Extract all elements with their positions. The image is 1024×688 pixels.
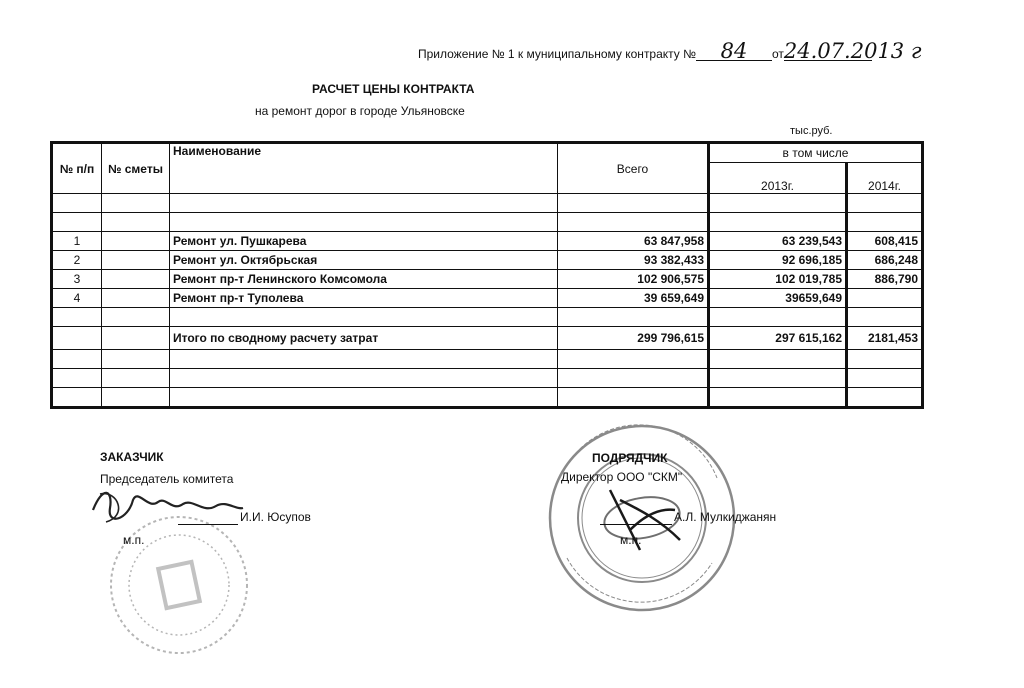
row-num: 1 [52, 232, 102, 251]
row-2014: 886,790 [847, 270, 923, 289]
row-total: 93 382,433 [558, 251, 709, 270]
document-title: РАСЧЕТ ЦЕНЫ КОНТРАКТА [312, 82, 475, 96]
total-2013: 297 615,162 [709, 327, 847, 350]
row-2013: 102 019,785 [709, 270, 847, 289]
spacer-row [52, 350, 923, 369]
spacer-row [52, 369, 923, 388]
appendix-line [418, 39, 922, 63]
customer-seal-label: м.п. [123, 533, 145, 547]
total-name: Итого по сводному расчету затрат [170, 327, 558, 350]
contractor-name: А.Л. Мулкиджанян [674, 510, 777, 524]
customer-position: Председатель комитета [100, 472, 234, 486]
row-2013: 39659,649 [709, 289, 847, 308]
row-2014 [847, 289, 923, 308]
customer-name: И.И. Юсупов [240, 510, 311, 524]
table-row [52, 232, 923, 251]
col-num-header: № п/п [52, 143, 102, 194]
row-num: 4 [52, 289, 102, 308]
contractor-position: Директор ООО "СКМ" [561, 470, 683, 484]
table-row [52, 270, 923, 289]
row-total: 102 906,575 [558, 270, 709, 289]
spacer-row [52, 308, 923, 327]
col-including-header: в том числе [709, 143, 923, 163]
contract-number: 84 [696, 42, 772, 61]
row-2014: 608,415 [847, 232, 923, 251]
row-estimate [102, 270, 170, 289]
spacer-row [52, 213, 923, 232]
row-name: Ремонт пр-т Туполева [170, 289, 558, 308]
row-total: 39 659,649 [558, 289, 709, 308]
row-name: Ремонт ул. Октябрьская [170, 251, 558, 270]
contractor-seal-label: м.п. [620, 533, 642, 547]
spacer-row [52, 388, 923, 408]
total-2014: 2181,453 [847, 327, 923, 350]
customer-signature-line [178, 524, 238, 525]
appendix-prefix: Приложение № 1 к муниципальному контракту № [418, 47, 697, 61]
row-estimate [102, 251, 170, 270]
table-row [52, 289, 923, 308]
row-2014: 686,248 [847, 251, 923, 270]
contractor-role: ПОДРЯДЧИК [592, 451, 668, 465]
row-name: Ремонт пр-т Ленинского Комсомола [170, 270, 558, 289]
row-name: Ремонт ул. Пушкарева [170, 232, 558, 251]
price-table [50, 141, 924, 409]
customer-role: ЗАКАЗЧИК [100, 450, 164, 464]
col-total-header: Всего [558, 143, 709, 194]
date-separator: от [772, 47, 784, 61]
contractor-signature-line [600, 524, 672, 525]
contract-date: 24.07.2013 г [783, 39, 922, 63]
customer-signature [88, 480, 248, 530]
row-estimate [102, 232, 170, 251]
col-2014-header: 2014г. [847, 163, 923, 194]
table-row [52, 251, 923, 270]
col-2013-header: 2013г. [709, 163, 847, 194]
col-name-header: Наименование [170, 143, 558, 194]
row-2013: 63 239,543 [709, 232, 847, 251]
document-subtitle: на ремонт дорог в городе Ульяновске [255, 104, 465, 118]
row-total: 63 847,958 [558, 232, 709, 251]
total-row [52, 327, 923, 350]
header-row-1 [52, 143, 923, 163]
unit-label: тыс.руб. [790, 125, 833, 137]
total-sum: 299 796,615 [558, 327, 709, 350]
col-estimate-header: № сметы [102, 143, 170, 194]
row-num: 2 [52, 251, 102, 270]
row-estimate [102, 289, 170, 308]
row-num: 3 [52, 270, 102, 289]
row-2013: 92 696,185 [709, 251, 847, 270]
header-spacer-row [52, 194, 923, 213]
